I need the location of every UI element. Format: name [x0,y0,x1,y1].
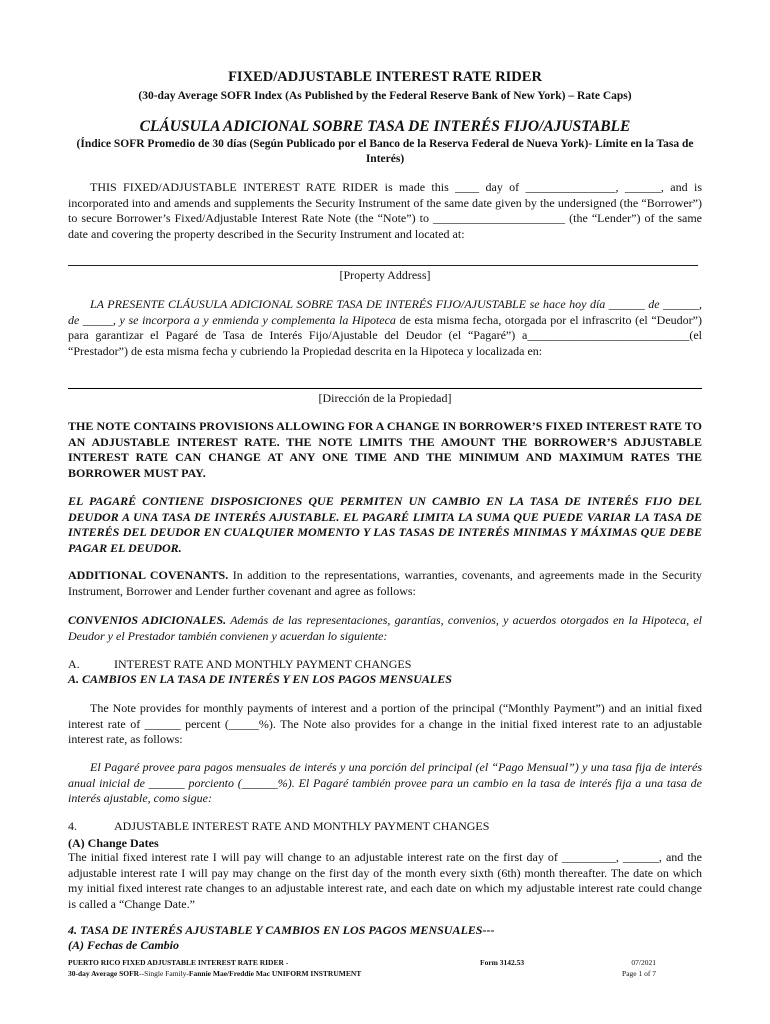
notice-english: THE NOTE CONTAINS PROVISIONS ALLOWING FOR A CHANGE IN BORROWER’S FIXED INTEREST RATE TO AN ADJUSTABLE INTEREST RATE. THE NOTE LIMITS THE AMOUNT THE BORROWER’S ADJUSTABLE INTEREST RATE CAN CHANGE AT ANY ONE TIME AND THE MINIMUM AND MAXIMUM RATES THE BORROWER MUST PAY. [68,419,702,480]
footer-date: 07/2021 [631,958,656,967]
property-address-line-spanish [68,388,702,389]
covenants-body-spanish: Además de las representaciones, garantías, convenios, y acuerdos otorgados en la Hipoteca, el Deudor y el Prestador también convienen y acuerdan lo siguiente: [68,613,703,643]
covenants-heading: ADDITIONAL COVENANTS. [68,568,229,582]
covenants-body: In addition to the representations, warranties, covenants, and agreements made in the Security Instrument, Borrower and Lender further covenant and agree as follows: [68,568,702,598]
section-a-number: A. [68,657,80,671]
footer-instrument: Fannie Mae/Freddie Mac UNIFORM INSTRUMENT [188,969,362,978]
section-4-heading-spanish: 4. TASA DE INTERÉS AJUSTABLE Y CAMBIOS EN LOS PAGOS MENSUALES--- [68,923,495,937]
section-4-paragraph: The initial fixed interest rate I will pay will change to an adjustable interest rate on the first day of _________, ______, and the adjustable interest rate I will pay may change on the first day of the month every sixth (6th) month thereafter. The date on which my initial fixed interest rate changes to an adjustable interest rate, and each date on which my adjustable interest rate could change is called a “Change Date.” [68,850,702,911]
section-4-subheading: (A) Change Dates [68,836,159,850]
footer-right [622,957,656,979]
section-4-heading [68,819,702,834]
footer-form-number: Form 3142.53 [480,958,525,967]
section-a-heading [68,657,702,672]
rider-subtitle: (30-day Average SOFR Index (As Published by the Federal Reserve Bank of New York) – Rate Caps) [138,90,632,102]
footer-page-number: Page 1 of 7 [622,969,656,978]
section-a-paragraph: The Note provides for monthly payments of interest and a portion of the principal (“Monthly Payment”) and an initial fixed interest rate of ______ percent (_____%). The Note also provides for a change in the initial fixed interest rate to an adjustable interest rate, as follows: [68,701,702,747]
property-address-label: [Property Address] [339,268,431,282]
notice-spanish: EL PAGARÉ CONTIENE DISPOSICIONES QUE PERMITEN UN CAMBIO EN LA TASA DE INTERÉS FIJO DEL DEUDOR A UNA TASA DE INTERÉS AJUSTABLE. EL PAGARÉ LIMITA LA SUMA QUE PUEDE VARIAR LA TASA DE INTERÉS DEL DEUDOR EN CUALQUIER MOMENTO Y LAS TASAS DE INTERÉS MINIMAS Y MÁXIMAS QUE DEBE PAGAR EL DEUDOR. [68,494,702,555]
footer-line-1: PUERTO RICO FIXED ADJUSTABLE INTEREST RATE RIDER - [68,958,289,967]
intro-paragraph: THIS FIXED/ADJUSTABLE INTEREST RATE RIDER is made this ____ day of _______________, ______, and is incorporated into and amends and supplements the Security Instrument of the same date given by the undersigned (the “Borrower”) to secure Borrower’s Fixed/Adjustable Interest Rate Note (the “Note”) to ______________________ (the “Lender”) of the same date and covering the property described in the Security Instrument and located at: [68,180,702,241]
section-a-paragraph-spanish: El Pagaré provee para pagos mensuales de interés y una porción del principal (el “Pago Mensual”) y una tasa fija de interés anual inicial de ______ porciento (______%). El Pagaré también provee para un cambio en la tasa de interés fija a una tasa de interés ajustable, como sigue: [68,760,702,806]
property-address-line [68,265,698,266]
intro-paragraph-spanish [68,297,702,359]
intro-spanish-rest: de esta misma fecha, otorgada por el infrascrito (el “Deudor”) para garantizar el Pagaré de Tasa de Interés Fijo/Ajustable del Deudor (el “Pagaré”) a___________________________(el “Prestador”) de esta misma fecha y cubriendo la Propiedad descrita en la Hipoteca y localizada en: [68,312,702,358]
rider-title-spanish: CLÁUSULA ADICIONAL SOBRE TASA DE INTERÉS FIJO/AJUSTABLE [139,118,631,135]
intro-spanish-italic: LA PRESENTE CLÁUSULA ADICIONAL SOBRE TASA DE INTERÉS FIJO/AJUSTABLE se hace hoy día ______ de ______, de _____, y se incorpora a y enmienda y complementa la Hipoteca [68,297,702,327]
rider-title: FIXED/ADJUSTABLE INTEREST RATE RIDER [228,69,542,85]
section-4-subheading-spanish: (A) Fechas de Cambio [68,938,179,952]
section-4-title: ADJUSTABLE INTEREST RATE AND MONTHLY PAYMENT CHANGES [114,819,490,833]
footer-form-title [68,957,488,979]
rider-subtitle-spanish: (Índice SOFR Promedio de 30 días (Según Publicado por el Banco de la Reserva Federal de Nueva York)- Límite en la Tasa de Interés) [76,138,694,165]
property-address-label-spanish: [Dirección de la Propiedad] [318,391,452,405]
section-a-heading-spanish: A. CAMBIOS EN LA TASA DE INTERÉS Y EN LOS PAGOS MENSUALES [68,672,452,686]
footer-line-2 [68,968,488,979]
footer-family: --Single Family- [139,969,189,978]
additional-covenants-spanish [68,613,702,644]
section-4-number: 4. [68,819,77,833]
covenants-heading-spanish: CONVENIOS ADICIONALES. [68,613,227,627]
additional-covenants [68,568,702,599]
footer-index: 30-day Average SOFR [68,969,140,978]
section-a-title: INTEREST RATE AND MONTHLY PAYMENT CHANGES [114,657,412,671]
